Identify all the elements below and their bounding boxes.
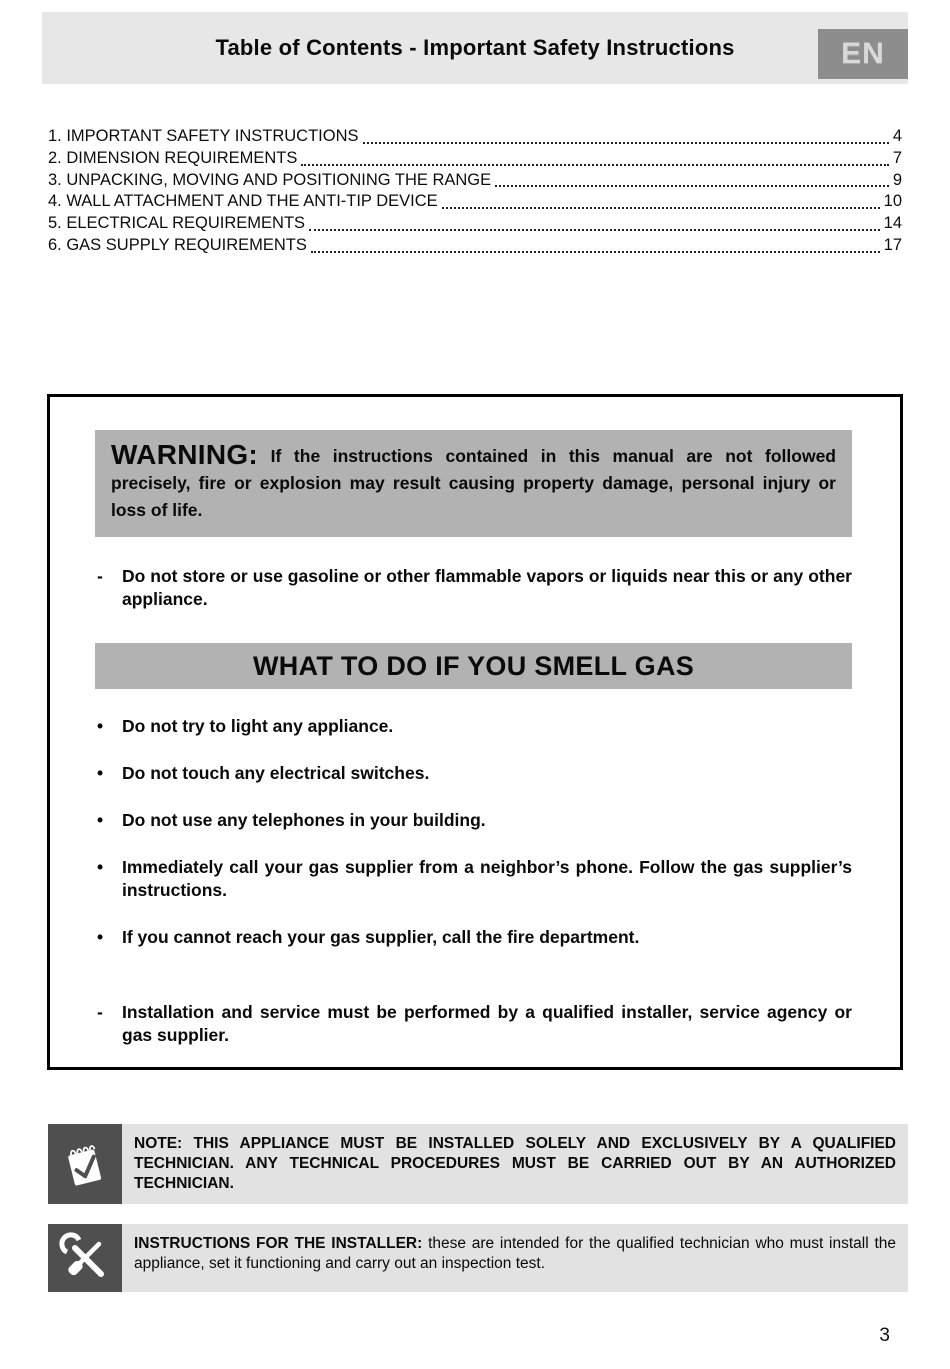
gas-instruction-text: Immediately call your gas supplier from a neighbor’s phone. Follow the gas supplier’s instructions. — [122, 857, 852, 900]
gas-instruction-item — [97, 715, 852, 738]
warning-text: If the instructions contained in this manual are not followed precisely, fire or explosion may result causing property damage, personal injury or loss of life. — [111, 446, 836, 520]
gas-instruction-item — [97, 762, 852, 785]
toc-entry-label: 5. ELECTRICAL REQUIREMENTS — [48, 214, 306, 233]
note-text: NOTE: THIS APPLIANCE MUST BE INSTALLED SOLELY AND EXCLUSIVELY BY A QUALIFIED TECHNICIAN. ANY TECHNICAL PROCEDURES MUST BE CARRIED OUT BY AN AUTHORIZED TECHNICIAN. — [122, 1124, 908, 1204]
language-badge: EN — [818, 29, 908, 79]
toc-entry-label: 1. IMPORTANT SAFETY INSTRUCTIONS — [48, 127, 359, 145]
flammable-vapors-note — [97, 565, 852, 611]
toc-entry-page: 17 — [883, 235, 902, 254]
toc-entry-page: 10 — [883, 192, 902, 211]
toc-entry-label: 4. WALL ATTACHMENT AND THE ANTI-TIP DEVICE — [48, 192, 438, 211]
page-number: 3 — [879, 1325, 890, 1346]
toc-entry-page: 7 — [892, 148, 902, 167]
toc-entry-label: 6. GAS SUPPLY REQUIREMENTS — [48, 235, 307, 254]
toc-dot-leader — [495, 185, 889, 187]
dash-marker: - — [97, 1002, 103, 1022]
toc-entry — [48, 191, 902, 213]
toc-entry — [48, 126, 902, 148]
flammable-vapors-text: Do not store or use gasoline or other flammable vapors or liquids near this or any other appliance. — [122, 566, 852, 609]
safety-warning-box — [47, 394, 903, 1070]
qualified-technician-note — [48, 1124, 908, 1204]
toc-dot-leader — [442, 207, 880, 209]
gas-instruction-item — [97, 926, 852, 949]
smell-gas-heading: WHAT TO DO IF YOU SMELL GAS — [95, 643, 852, 689]
crossed-tools-icon — [48, 1224, 122, 1292]
bullet-icon: • — [97, 763, 104, 783]
toc-entry — [48, 213, 902, 235]
warning-banner — [95, 430, 852, 537]
table-of-contents — [48, 126, 902, 257]
gas-instruction-text: Do not try to light any appliance. — [122, 716, 394, 736]
bullet-icon: • — [97, 716, 104, 736]
installation-service-note — [97, 1001, 852, 1047]
toc-entry — [48, 235, 902, 257]
notepad-check-icon — [48, 1124, 122, 1204]
toc-entry — [48, 148, 902, 170]
toc-entry-page: 4 — [892, 127, 902, 145]
installer-text — [122, 1224, 908, 1292]
bullet-icon: • — [97, 857, 104, 877]
installation-service-text: Installation and service must be performed by a qualified installer, service agency or gas supplier. — [122, 1002, 852, 1045]
toc-entry-page: 9 — [892, 170, 902, 189]
gas-instruction-item — [97, 809, 852, 832]
toc-entry-label: 3. UNPACKING, MOVING AND POSITIONING THE RANGE — [48, 170, 492, 189]
installer-instructions — [48, 1224, 908, 1292]
gas-instruction-text: Do not use any telephones in your building. — [122, 810, 486, 830]
page-header — [42, 12, 908, 84]
toc-dot-leader — [301, 164, 888, 166]
toc-dot-leader — [311, 251, 880, 253]
warning-label: WARNING: — [111, 439, 259, 470]
gas-instruction-item — [97, 856, 852, 902]
bullet-icon: • — [97, 927, 104, 947]
dash-marker: - — [97, 566, 103, 586]
page-title: Table of Contents - Important Safety Instructions — [215, 35, 735, 60]
gas-instruction-text: Do not touch any electrical switches. — [122, 763, 430, 783]
toc-dot-leader — [363, 142, 889, 144]
toc-entry-label: 2. DIMENSION REQUIREMENTS — [48, 148, 298, 167]
toc-entry-page: 14 — [883, 214, 902, 233]
installer-body: these are intended for the qualified technician who must install the appliance, set it functioning and carry out an inspection test. — [134, 1235, 896, 1272]
installer-label: INSTRUCTIONS FOR THE INSTALLER: — [134, 1235, 423, 1252]
gas-instruction-text: If you cannot reach your gas supplier, call the fire department. — [122, 927, 640, 947]
toc-entry — [48, 170, 902, 192]
toc-dot-leader — [309, 229, 880, 231]
bullet-icon: • — [97, 810, 104, 830]
